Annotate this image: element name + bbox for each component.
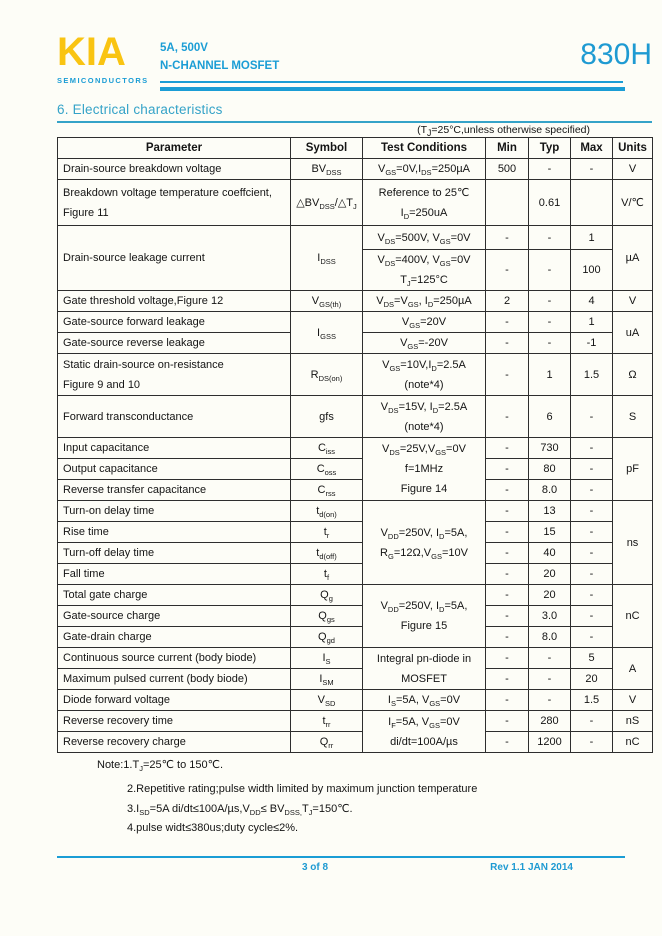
table-row: [58, 459, 653, 480]
cell-symbol: $BV_{DSS}$: [291, 159, 363, 180]
revision-label: Rev 1.1 JAN 2014: [490, 862, 573, 873]
cell-parameter: Drain-source leakage current: [58, 226, 291, 291]
test-condition-note: ($T_J=25^\circ C,unless$ otherwise specified): [417, 124, 590, 139]
cell-parameter: Static drain-source on-resistance Figure 9 and 10: [58, 354, 291, 396]
product-rating: 5A, 500V: [160, 42, 208, 54]
note-line-2: 2.Repetitive rating;pulse width limited by maximum junction temperature: [127, 783, 478, 795]
cell-typ: 8.0: [529, 480, 571, 501]
cell-units: nC: [613, 732, 653, 753]
cell-max: 1.5: [571, 354, 613, 396]
cell-max: -: [571, 627, 613, 648]
cell-typ: 40: [529, 543, 571, 564]
cell-units: pF: [613, 438, 653, 501]
cell-max: -: [571, 711, 613, 732]
cell-min: -: [486, 438, 529, 459]
table-head: [58, 138, 653, 159]
table-body: [58, 159, 653, 753]
cell-parameter: Diode forward voltage: [58, 690, 291, 711]
cell-parameter: Rise time: [58, 522, 291, 543]
cell-test-conditions: $V_{DD}=250V$, $I_D=5A$, $R_G=12\Omega,V_{GS}=10V$: [363, 501, 486, 585]
cell-max: -: [571, 543, 613, 564]
cell-min: -: [486, 627, 529, 648]
cell-max: 100: [571, 250, 613, 291]
cell-test-conditions: $V_{DS}=500V$, $V_{GS}=0V$: [363, 226, 486, 250]
cell-symbol: $t_{d(on)}$: [291, 501, 363, 522]
cell-max: 1.5: [571, 690, 613, 711]
cell-parameter: Turn-on delay time: [58, 501, 291, 522]
table-row: [58, 180, 653, 226]
cell-max: -1: [571, 333, 613, 354]
cell-max: [571, 180, 613, 226]
cell-max: -: [571, 480, 613, 501]
cell-test-conditions: Reference to 25℃ $I_D=250uA$: [363, 180, 486, 226]
table-row: [58, 438, 653, 459]
table-row: [58, 732, 653, 753]
cell-parameter: Reverse recovery charge: [58, 732, 291, 753]
section-title-underline: [57, 121, 652, 123]
cell-symbol: $Q_{gd}$: [291, 627, 363, 648]
cell-max: -: [571, 159, 613, 180]
cell-min: -: [486, 606, 529, 627]
kia-logo: [57, 32, 149, 85]
table-row: [58, 564, 653, 585]
cell-min: -: [486, 312, 529, 333]
cell-typ: -: [529, 159, 571, 180]
cell-parameter: Gate threshold voltage,Figure 12: [58, 291, 291, 312]
cell-units: V: [613, 690, 653, 711]
cell-symbol: gfs: [291, 396, 363, 438]
cell-typ: 8.0: [529, 627, 571, 648]
cell-symbol: $Q_g$: [291, 585, 363, 606]
cell-parameter: Maximum pulsed current (body biode): [58, 669, 291, 690]
cell-parameter: Reverse recovery time: [58, 711, 291, 732]
table-row: [58, 585, 653, 606]
table-header-row: [58, 138, 653, 159]
cell-max: -: [571, 585, 613, 606]
cell-symbol: $I_{GSS}$: [291, 312, 363, 354]
cell-min: -: [486, 711, 529, 732]
kia-logo-subtext: SEMICONDUCTORS: [57, 76, 149, 85]
cell-symbol: $C_{rss}$: [291, 480, 363, 501]
cell-test-conditions: $V_{DS}=15V$, $I_D=2.5A$ (note*4): [363, 396, 486, 438]
cell-units: S: [613, 396, 653, 438]
cell-min: -: [486, 459, 529, 480]
cell-units: A: [613, 648, 653, 690]
cell-parameter: Reverse transfer capacitance: [58, 480, 291, 501]
note-line-1: $Note:1.T_J=25℃$ to 150℃.: [97, 759, 223, 774]
cell-typ: -: [529, 669, 571, 690]
cell-max: -: [571, 501, 613, 522]
cell-symbol: $t_{d(off)}$: [291, 543, 363, 564]
table-row: [58, 226, 653, 250]
cell-test-conditions: Integral pn-diode in MOSFET: [363, 648, 486, 690]
cell-typ: 6: [529, 396, 571, 438]
cell-min: -: [486, 480, 529, 501]
cell-max: -: [571, 606, 613, 627]
cell-parameter: Output capacitance: [58, 459, 291, 480]
cell-min: -: [486, 690, 529, 711]
cell-typ: 0.61: [529, 180, 571, 226]
column-header-typ: Typ: [529, 138, 571, 159]
cell-test-conditions: $V_{DS}=V_{GS}$, $I_D=250\mu A$: [363, 291, 486, 312]
cell-parameter: Input capacitance: [58, 438, 291, 459]
footer-rule: [57, 856, 625, 858]
cell-units: V: [613, 291, 653, 312]
cell-typ: -: [529, 333, 571, 354]
cell-min: -: [486, 396, 529, 438]
cell-typ: -: [529, 648, 571, 669]
cell-units: V/℃: [613, 180, 653, 226]
cell-units: uA: [613, 312, 653, 354]
cell-max: -: [571, 396, 613, 438]
cell-test-conditions: $V_{GS}=20V$: [363, 312, 486, 333]
cell-test-conditions: $V_{DS}=25V,V_{GS}=0V$ f=1MHz Figure 14: [363, 438, 486, 501]
cell-symbol: $I_S$: [291, 648, 363, 669]
table-row: [58, 543, 653, 564]
cell-symbol: $t_f$: [291, 564, 363, 585]
cell-max: 20: [571, 669, 613, 690]
table-row: [58, 606, 653, 627]
cell-symbol: $I_{SM}$: [291, 669, 363, 690]
cell-typ: -: [529, 226, 571, 250]
cell-test-conditions: $V_{GS}=-20V$: [363, 333, 486, 354]
cell-units: Ω: [613, 354, 653, 396]
cell-test-conditions: $V_{DD}=250V$, $I_D=5A$, Figure 15: [363, 585, 486, 648]
column-header-test-conditions: Test Conditions: [363, 138, 486, 159]
footer: [57, 862, 625, 873]
cell-symbol: $I_{DSS}$: [291, 226, 363, 291]
cell-parameter: Gate-source reverse leakage: [58, 333, 291, 354]
cell-units: ns: [613, 501, 653, 585]
cell-symbol: $R_{DS(on)}$: [291, 354, 363, 396]
table-row: [58, 312, 653, 333]
cell-test-conditions: $I_S=5A$, $V_{GS}=0V$: [363, 690, 486, 711]
cell-parameter: Turn-off delay time: [58, 543, 291, 564]
cell-min: -: [486, 226, 529, 250]
kia-logo-text: KIA: [57, 30, 126, 74]
cell-symbol: $t_r$: [291, 522, 363, 543]
table-row: [58, 159, 653, 180]
cell-symbol: $C_{oss}$: [291, 459, 363, 480]
cell-min: -: [486, 354, 529, 396]
cell-max: 4: [571, 291, 613, 312]
table-row: [58, 711, 653, 732]
cell-units: V: [613, 159, 653, 180]
cell-min: -: [486, 250, 529, 291]
note-line-3: $3.I_{SD}=5A$ $di/dt\le 100A/\mu s,V_{DD}\le$ $BV_{DSS,}T_J=150℃$.: [127, 803, 353, 818]
cell-symbol: $V_{GS(th)}$: [291, 291, 363, 312]
cell-min: [486, 180, 529, 226]
part-number: 830H: [580, 38, 652, 71]
cell-symbol: $\triangle BV_{DSS}/\triangle T_J$: [291, 180, 363, 226]
note-line-4: 4.pulse widt≤380us;duty cycle≤2%.: [127, 822, 299, 834]
table-row: [58, 291, 653, 312]
cell-max: 1: [571, 312, 613, 333]
cell-typ: -: [529, 291, 571, 312]
product-device-type: N-CHANNEL MOSFET: [160, 59, 280, 72]
column-header-units: Units: [613, 138, 653, 159]
cell-parameter: Fall time: [58, 564, 291, 585]
cell-typ: 3.0: [529, 606, 571, 627]
cell-min: -: [486, 564, 529, 585]
product-info: [160, 40, 279, 76]
cell-typ: 730: [529, 438, 571, 459]
table-row: [58, 669, 653, 690]
cell-typ: 20: [529, 564, 571, 585]
cell-max: -: [571, 732, 613, 753]
cell-max: -: [571, 522, 613, 543]
cell-typ: 80: [529, 459, 571, 480]
table-row: [58, 648, 653, 669]
electrical-characteristics-table: [57, 137, 653, 753]
cell-typ: 15: [529, 522, 571, 543]
table-row: [58, 501, 653, 522]
cell-typ: -: [529, 312, 571, 333]
cell-min: -: [486, 648, 529, 669]
cell-typ: 1200: [529, 732, 571, 753]
table-row: [58, 354, 653, 396]
table-row: [58, 396, 653, 438]
cell-min: -: [486, 501, 529, 522]
cell-parameter: Drain-source breakdown voltage: [58, 159, 291, 180]
cell-test-conditions: $V_{GS}=0V,I_{DS}=250\mu A$: [363, 159, 486, 180]
cell-min: -: [486, 585, 529, 606]
cell-min: -: [486, 732, 529, 753]
cell-test-conditions: $V_{DS}=400V$, $V_{GS}=0V$ $T_J=125^\circ C$: [363, 250, 486, 291]
cell-min: 2: [486, 291, 529, 312]
table-row: [58, 480, 653, 501]
cell-symbol: $Q_{rr}$: [291, 732, 363, 753]
cell-max: -: [571, 564, 613, 585]
cell-units: nC: [613, 585, 653, 648]
cell-max: 5: [571, 648, 613, 669]
cell-min: -: [486, 522, 529, 543]
table-row: [58, 627, 653, 648]
column-header-parameter: Parameter: [58, 138, 291, 159]
cell-typ: 20: [529, 585, 571, 606]
cell-units: nS: [613, 711, 653, 732]
cell-typ: -: [529, 690, 571, 711]
column-header-max: Max: [571, 138, 613, 159]
table-row: [58, 522, 653, 543]
cell-parameter: Total gate charge: [58, 585, 291, 606]
cell-min: -: [486, 669, 529, 690]
cell-max: -: [571, 459, 613, 480]
cell-min: -: [486, 333, 529, 354]
cell-symbol: $V_{SD}$: [291, 690, 363, 711]
cell-symbol: $C_{iss}$: [291, 438, 363, 459]
cell-parameter: Gate-source charge: [58, 606, 291, 627]
cell-parameter: Forward transconductance: [58, 396, 291, 438]
column-header-min: Min: [486, 138, 529, 159]
section-title: 6. Electrical characteristics: [57, 102, 223, 117]
cell-max: -: [571, 438, 613, 459]
cell-parameter: Breakdown voltage temperature coeffcient, Figure 11: [58, 180, 291, 226]
header-rule-thin: [160, 81, 623, 83]
notes-block: [97, 758, 477, 841]
cell-min: 500: [486, 159, 529, 180]
page-number: 3 of 8: [301, 862, 329, 873]
header-rule-thick: [160, 87, 625, 91]
cell-typ: -: [529, 250, 571, 291]
column-header-symbol: Symbol: [291, 138, 363, 159]
cell-symbol: $t_{rr}$: [291, 711, 363, 732]
cell-test-conditions: $I_F=5A$, $V_{GS}=0V$ di/dt=100A/µs: [363, 711, 486, 753]
cell-parameter: Continuous source current (body biode): [58, 648, 291, 669]
cell-min: -: [486, 543, 529, 564]
cell-parameter: Gate-drain charge: [58, 627, 291, 648]
cell-units: µA: [613, 226, 653, 291]
cell-symbol: $Q_{gs}$: [291, 606, 363, 627]
cell-parameter: Gate-source forward leakage: [58, 312, 291, 333]
cell-typ: 13: [529, 501, 571, 522]
table-row: [58, 690, 653, 711]
cell-max: 1: [571, 226, 613, 250]
cell-typ: 280: [529, 711, 571, 732]
cell-typ: 1: [529, 354, 571, 396]
cell-test-conditions: $V_{GS}=10V,I_D=2.5A$ (note*4): [363, 354, 486, 396]
